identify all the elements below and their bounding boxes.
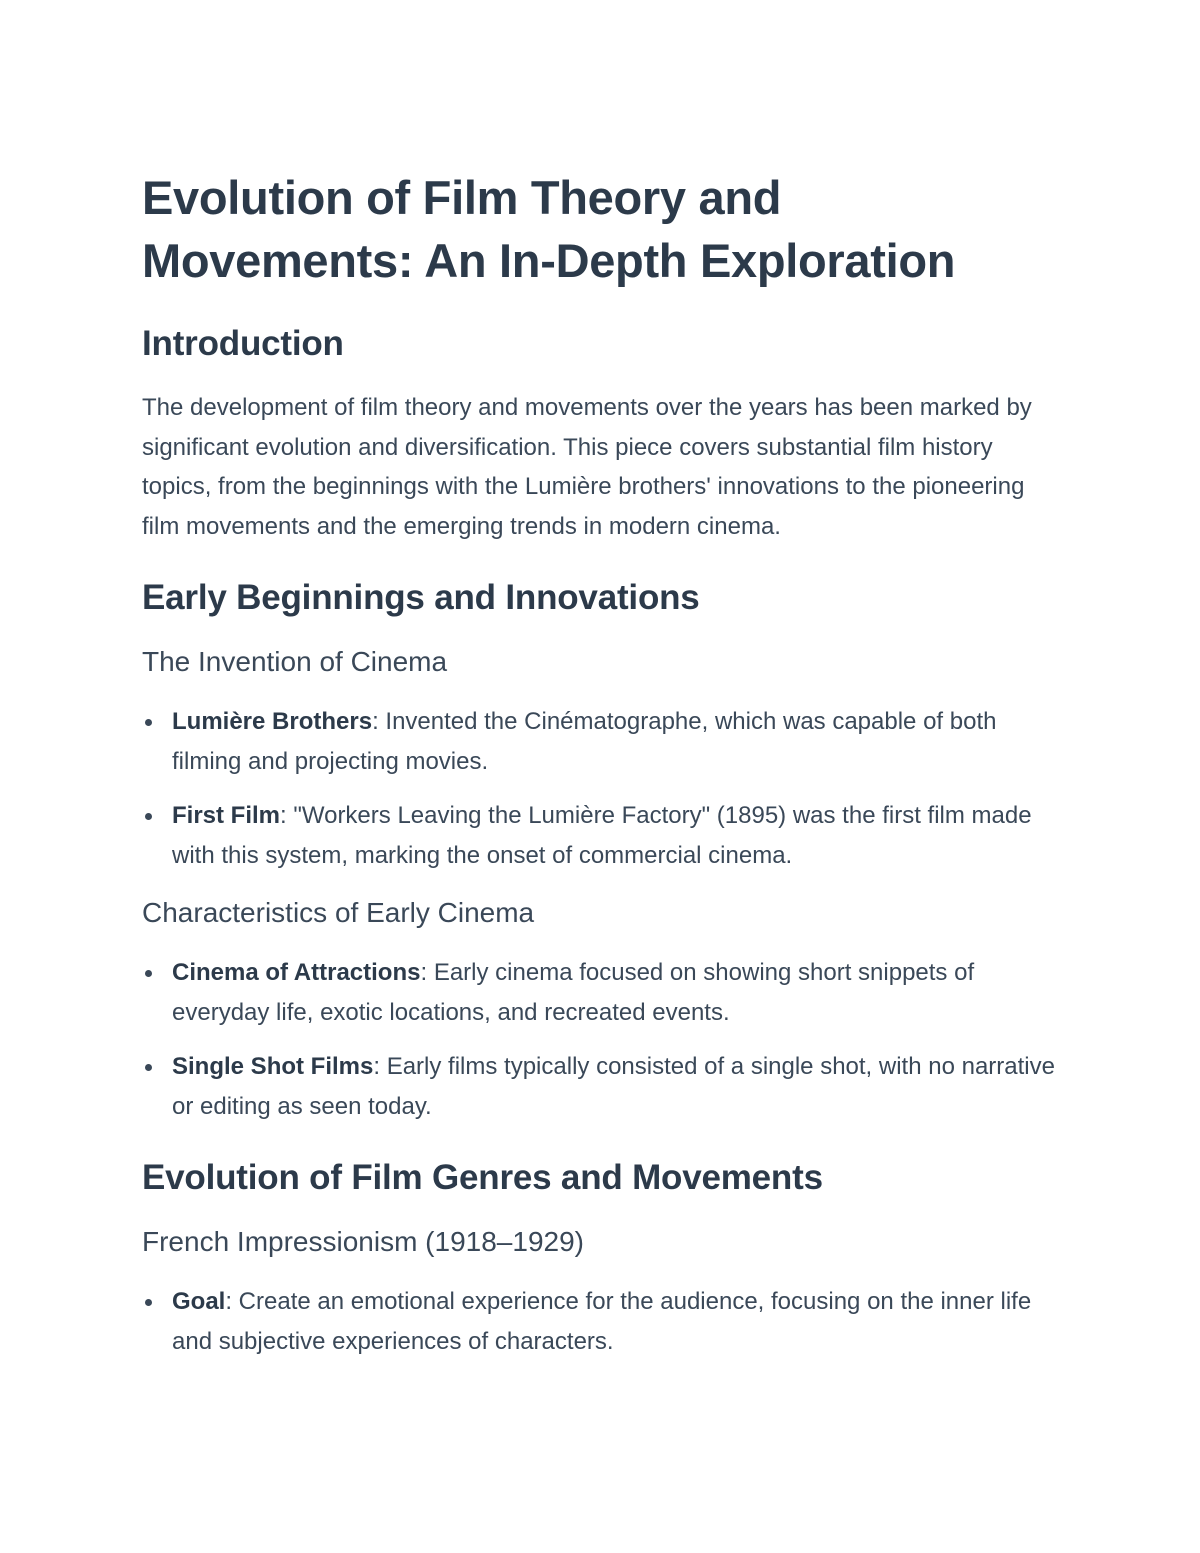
- list-item: [142, 702, 1060, 782]
- list-item-term: Lumière Brothers: [172, 708, 373, 735]
- list-item-text: : Early cinema focused on showing short snippets of everyday life, exotic locations, and recreated events.: [172, 959, 975, 1026]
- list-item-term: Single Shot Films: [172, 1053, 374, 1080]
- list-item: [142, 1282, 1060, 1362]
- list-item: [142, 796, 1060, 876]
- invention-list: [142, 702, 1060, 876]
- subsection-heading-invention-of-cinema: The Invention of Cinema: [142, 646, 448, 677]
- list-item-text: : Early films typically consisted of a single shot, with no narrative or editing as seen today.: [172, 1053, 1055, 1120]
- list-item-text: : "Workers Leaving the Lumière Factory" (1895) was the first film made with this system, marking the onset of commercial cinema.: [172, 802, 1032, 869]
- list-item-text: : Invented the Cinématographe, which was capable of both filming and projecting movies.: [172, 708, 997, 775]
- list-item-term: Cinema of Attractions: [172, 959, 421, 986]
- characteristics-list: [142, 953, 1060, 1127]
- list-item: [142, 953, 1060, 1033]
- section-heading-early-beginnings: Early Beginnings and Innovations: [142, 578, 700, 617]
- introduction-paragraph: The development of film theory and movements over the years has been marked by significant evolution and diversification. This piece covers substantial film history topics, from the beginnings with the Lumière brothers' innovations to the pioneering film movements and the emerging trends in modern cinema.: [142, 394, 1032, 540]
- list-item-term: Goal: [172, 1288, 226, 1315]
- document-title: Evolution of Film Theory and Movements: An In-Depth Exploration: [142, 171, 956, 287]
- french-impressionism-list: [142, 1282, 1060, 1362]
- section-heading-introduction: Introduction: [142, 324, 344, 363]
- subsection-heading-french-impressionism: French Impressionism (1918–1929): [142, 1226, 584, 1257]
- subsection-heading-characteristics: Characteristics of Early Cinema: [142, 897, 535, 928]
- section-heading-evolution: Evolution of Film Genres and Movements: [142, 1158, 823, 1197]
- list-item-term: First Film: [172, 802, 281, 829]
- list-item-text: : Create an emotional experience for the audience, focusing on the inner life and subjective experiences of characters.: [172, 1288, 1032, 1355]
- list-item: [142, 1047, 1060, 1127]
